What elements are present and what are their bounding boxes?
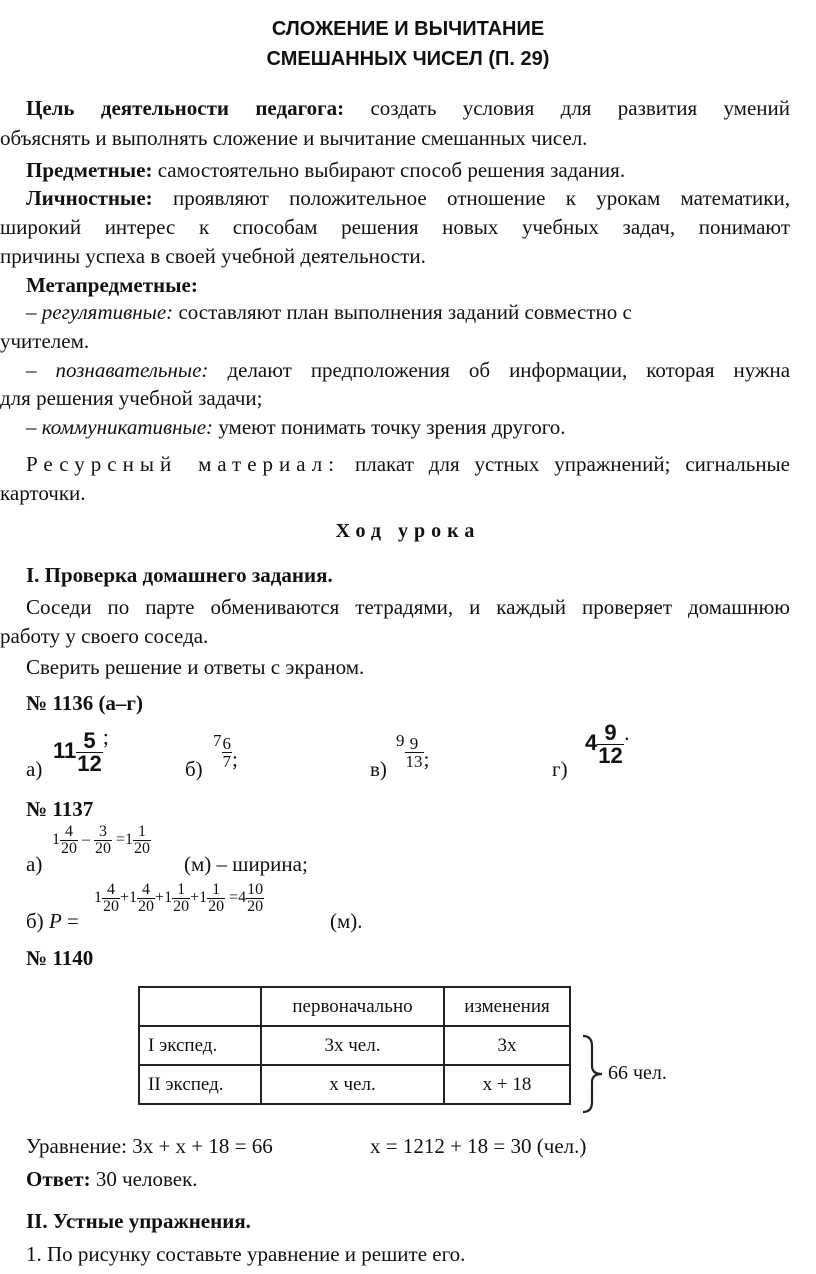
ex1136-a-end: ; — [102, 724, 109, 749]
ex1140-heading: № 1140 — [26, 946, 94, 970]
ex1137-b-plus-2: + — [155, 889, 165, 907]
goal-text-1: создать условия для развития умений — [370, 96, 790, 120]
regulative-text-2: учителем. — [0, 329, 90, 353]
ex1136-d-whole: 4 — [585, 730, 598, 755]
ex1137-b-label-row — [26, 909, 79, 934]
communicative-label: – коммуникативные: — [26, 415, 214, 439]
ex1137-a-f1-num: 4 — [60, 824, 78, 841]
ex1137-a-f1-whole: 1 — [52, 831, 60, 849]
subject-text: самостоятельно выбирают способ решения задания. — [157, 158, 626, 182]
table-row — [139, 1065, 570, 1104]
ex1137-b-f4-den: 20 — [208, 898, 225, 915]
page-subtitle: СМЕШАННЫХ ЧИСЕЛ (П. 29) — [266, 48, 550, 70]
table-cell: 3x чел. — [261, 1026, 444, 1065]
table-header-cell: первоначально — [261, 987, 444, 1026]
ex1137-b-f1-num: 4 — [102, 882, 120, 899]
meta-regulative — [26, 298, 790, 327]
ex1137-b-plus-3: + — [190, 889, 200, 907]
table-cell: II экспед. — [139, 1065, 261, 1104]
ex1137-a-text: (м) – ширина; — [184, 852, 308, 876]
table-cell: I экспед. — [139, 1026, 261, 1065]
ex1136-b-den: 7 — [222, 751, 231, 771]
ex1137-heading: № 1137 — [26, 797, 94, 821]
ex1137-b-label: б) — [26, 909, 44, 933]
section1-heading: I. Проверка домашнего задания. — [26, 563, 333, 587]
equation-line — [26, 1134, 273, 1159]
ex1137-a-f1-den: 20 — [61, 840, 77, 857]
subject-label: Предметные: — [26, 158, 153, 182]
personal-line1 — [26, 184, 790, 213]
table-header-row — [139, 987, 570, 1026]
page-title: СЛОЖЕНИЕ И ВЫЧИТАНИЕ — [271, 18, 545, 40]
meta-cognitive — [26, 356, 790, 385]
ex1136-b-num: 6 — [222, 733, 231, 753]
ex1136-a-answer — [53, 724, 109, 775]
ex1137-a-equals: = — [116, 831, 126, 849]
equation-label: Уравнение: — [26, 1134, 127, 1158]
ex1137-b-f4-num: 1 — [207, 882, 225, 899]
ex1136-b-answer — [213, 731, 238, 772]
section1-text-1: Соседи по парте обмениваются тетрадями, и каждый проверяет домашнюю — [26, 595, 790, 619]
table-cell: x чел. — [261, 1065, 444, 1104]
ex1136-c-den: 13 — [405, 751, 423, 771]
resource-line1 — [26, 450, 790, 479]
section1-text-3: Сверить решение и ответы с экраном. — [26, 655, 365, 679]
regulative-text-1: составляют план выполнения заданий совместно с — [178, 300, 632, 324]
ex1136-d-answer — [585, 720, 630, 767]
section1-text-2: работу у своего соседа. — [0, 624, 209, 648]
ex1137-a-f2-num: 3 — [94, 824, 112, 841]
answer-text: 30 человек. — [95, 1167, 198, 1191]
answer-line — [26, 1167, 198, 1192]
ex1137-b-plus-1: + — [120, 889, 130, 907]
ex1136-c-end: ; — [423, 747, 430, 771]
ex1137-a-minus: – — [82, 831, 90, 849]
ex1137-b-f3-whole: 1 — [164, 889, 173, 907]
ex1136-c-label: в) — [370, 757, 387, 781]
ex1136-c-num: 9 — [405, 735, 424, 753]
personal-text-3: причины успеха в своей учебной деятельности. — [0, 244, 426, 268]
ex1137-b-f1-den: 20 — [103, 898, 119, 915]
ex1137-b-f3-den: 20 — [173, 898, 190, 915]
ex1136-b-whole: 7 — [213, 731, 222, 750]
ex1137-b-text: (м). — [330, 909, 363, 933]
ex1137-a-expression — [52, 824, 151, 857]
meta-communicative — [26, 413, 790, 442]
cognitive-text-1: делают предположения об информации, которая нужна — [227, 358, 791, 382]
expedition-table — [138, 986, 571, 1105]
ex1137-a-f3-num: 1 — [133, 824, 151, 841]
ex1137-b-f5-num: 10 — [247, 881, 264, 898]
table-cell: x + 18 — [444, 1065, 570, 1104]
ex1137-b-f5-den: 20 — [247, 898, 264, 915]
equation-1: 3x + x + 18 = 66 — [132, 1134, 273, 1158]
ex1137-a-f3-whole: 1 — [125, 831, 134, 849]
ex1137-b-f3-num: 1 — [172, 882, 190, 899]
section2-item1: 1. По рисунку составьте уравнение и решите его. — [26, 1242, 466, 1266]
ex1137-a-f2-den: 20 — [95, 840, 111, 857]
ex1137-b-f4-whole: 1 — [199, 889, 208, 907]
ex1137-b-f5-whole: 4 — [238, 889, 247, 907]
ex1137-b-f2-num: 4 — [137, 882, 155, 899]
ex1136-b-label: б) — [185, 757, 203, 781]
personal-text-2: широкий интерес к способам решения новых учебных задач, понимают — [0, 215, 790, 239]
personal-label: Личностные: — [26, 186, 153, 210]
cognitive-label: – познавательные: — [26, 358, 209, 382]
resource-text-2: карточки. — [0, 481, 86, 505]
personal-text-1: проявляют положительное отношение к урокам математики, — [172, 186, 790, 210]
ex1136-c-answer — [396, 731, 429, 772]
ex1136-a-whole: 11 — [53, 738, 77, 763]
table-header-cell: изменения — [444, 987, 570, 1026]
goal-text-2: объяснять и выполнять сложение и вычитание смешанных чисел. — [0, 126, 588, 150]
meta-label: Метапредметные: — [26, 273, 198, 297]
ex1137-a-f3-den: 20 — [134, 840, 151, 857]
ex1136-c-whole: 9 — [396, 731, 405, 750]
curly-brace-icon — [580, 1034, 608, 1114]
subject-results — [26, 156, 790, 185]
ex1137-b-expression — [94, 882, 264, 915]
cognitive-text-2: для решения учебной задачи; — [0, 386, 263, 410]
ex1136-a-den: 12 — [77, 750, 102, 776]
ex1136-heading: № 1136 (а–г) — [26, 691, 143, 715]
ex1137-b-f1-whole: 1 — [94, 889, 102, 907]
table-row — [139, 1026, 570, 1065]
regulative-label: – регулятивные: — [26, 300, 174, 324]
ex1137-b-f2-whole: 1 — [129, 889, 138, 907]
ex1136-d-num: 9 — [597, 722, 623, 745]
ex1136-d-end: . — [623, 720, 630, 745]
resource-label: Ресурсный материал: — [26, 452, 341, 476]
table-cell: 3x — [444, 1026, 570, 1065]
ex1137-b-eq: = — [67, 909, 79, 933]
section2-heading: II. Устные упражнения. — [26, 1209, 251, 1233]
ex1136-d-label: г) — [552, 757, 568, 781]
communicative-text: умеют понимать точку зрения другого. — [218, 415, 566, 439]
ex1137-a-label: а) — [26, 852, 43, 876]
ex1137-b-f2-den: 20 — [138, 898, 155, 915]
ex1136-d-den: 12 — [598, 742, 623, 768]
ex1137-b-var: P — [48, 909, 62, 933]
ex1136-a-label: а) — [26, 757, 43, 781]
goal-line1 — [26, 94, 790, 123]
lesson-course-heading: Ход урока — [335, 520, 481, 542]
goal-label: Цель деятельности педагога: — [26, 96, 345, 120]
ex1137-b-eq2: = — [229, 889, 239, 907]
resource-text-1: плакат для устных упражнений; сигнальные — [355, 452, 790, 476]
table-header-cell — [139, 987, 261, 1026]
equation-2: x = 1212 + 18 = 30 (чел.) — [370, 1134, 587, 1158]
ex1136-b-end: ; — [232, 747, 238, 771]
total-people-label: 66 чел. — [608, 1062, 667, 1084]
answer-label: Ответ: — [26, 1167, 91, 1191]
ex1136-a-num: 5 — [76, 730, 102, 753]
